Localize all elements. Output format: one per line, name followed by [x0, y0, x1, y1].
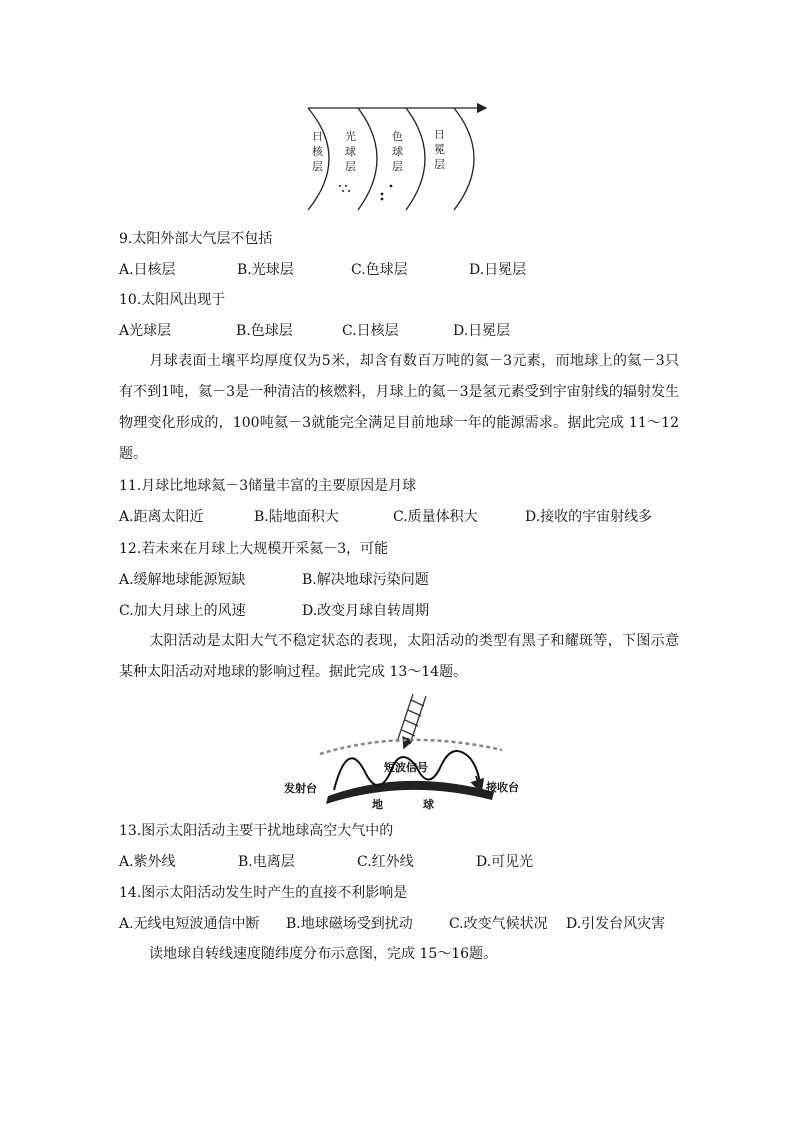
q13-option-d[interactable]: D.可见光 [476, 854, 534, 870]
layer-label-photosphere: 光球层 [345, 130, 356, 173]
q10-option-b[interactable]: B.色球层 [236, 323, 293, 339]
q14-stem: 14.图示太阳活动发生时产生的直接不利影响是 [119, 885, 408, 901]
solar-ray-band [397, 694, 426, 744]
q9-stem: 9.太阳外部大气层不包括 [119, 231, 273, 247]
earth-label-char-2: 球 [423, 798, 434, 811]
q13-stem: 13.图示太阳活动主要干扰地球高空大气中的 [119, 823, 394, 839]
passage-helium3-text: 月球表面土壤平均厚度仅为5米，却含有数百万吨的氦－3元素，而地球上的氦－3只有不到1吨，氦－3是一种清洁的核燃料，月球上的氦－3是氢元素受到宇宙射线的辐射发生物理变化形成的，100吨氦－3就能完全满足目前地球一年的能源需求。据此完成 11～12题。 [119, 353, 679, 462]
q9-option-a[interactable]: A.日核层 [119, 262, 176, 278]
q10-option-d[interactable]: D.日冕层 [453, 323, 511, 339]
transmitter-label: 发射台 [284, 782, 317, 795]
q11-option-b[interactable]: B.陆地面积大 [254, 509, 339, 525]
shortwave-signal-figure [280, 688, 530, 812]
q12-stem: 12.若未来在月球上大规模开采氦－3，可能 [119, 541, 389, 557]
q10-option-a[interactable]: A光球层 [119, 323, 172, 339]
q12-option-b[interactable]: B.解决地球污染问题 [302, 572, 429, 588]
chromosphere-dots [381, 185, 393, 201]
q13-option-b[interactable]: B.电离层 [238, 854, 295, 870]
solar-layers-figure [298, 100, 492, 212]
receiver-label: 接收台 [486, 781, 519, 794]
q10-option-c[interactable]: C.日核层 [342, 323, 399, 339]
q10-stem: 10.太阳风出现于 [119, 292, 226, 308]
layer-arc-2 [358, 108, 377, 210]
q13-option-a[interactable]: A.紫外线 [119, 854, 176, 870]
layer-label-core: 日核层 [312, 130, 323, 173]
layer-arc-3 [406, 108, 425, 210]
q9-option-d[interactable]: D.日冕层 [469, 262, 527, 278]
q12-option-a[interactable]: A.缓解地球能源短缺 [119, 572, 246, 588]
earth-surface [326, 781, 494, 804]
q14-option-d[interactable]: D.引发台风灾害 [566, 916, 666, 932]
q9-option-b[interactable]: B.光球层 [237, 262, 294, 278]
q12-option-d[interactable]: D.改变月球自转周期 [302, 603, 430, 619]
layer-label-corona: 日冕层 [434, 128, 445, 171]
photosphere-granule-dots [339, 185, 350, 192]
passage-solar-activity-text: 太阳活动是太阳大气不稳定状态的表现，太阳活动的类型有黑子和耀斑等，下图示意某种太阳活动对地球的影响过程。据此完成 13～14题。 [119, 633, 679, 680]
passage-helium3 [119, 346, 679, 470]
q12-option-c[interactable]: C.加大月球上的风速 [119, 603, 246, 619]
passage-rotation-speed: 读地球自转线速度随纬度分布示意图，完成 15～16题。 [149, 946, 498, 962]
passage-solar-activity [119, 626, 679, 688]
layer-label-chromosphere: 色球层 [392, 130, 403, 173]
q13-option-c[interactable]: C.红外线 [357, 854, 414, 870]
q11-stem: 11.月球比地球氦－3储量丰富的主要原因是月球 [119, 478, 417, 494]
signal-label: 短波信号 [384, 761, 428, 774]
layer-arc-4 [454, 108, 474, 210]
q11-option-d[interactable]: D.接收的宇宙射线多 [525, 509, 653, 525]
q14-option-c[interactable]: C.改变气候状况 [449, 916, 548, 932]
q14-option-a[interactable]: A.无线电短波通信中断 [119, 916, 260, 932]
earth-label-char-1: 地 [372, 798, 383, 811]
layer-arc-1 [308, 108, 329, 210]
q14-option-b[interactable]: B.地球磁场受到扰动 [286, 916, 413, 932]
q9-option-c[interactable]: C.色球层 [351, 262, 408, 278]
q11-option-c[interactable]: C.质量体积大 [393, 509, 478, 525]
q11-option-a[interactable]: A.距离太阳近 [119, 509, 204, 525]
